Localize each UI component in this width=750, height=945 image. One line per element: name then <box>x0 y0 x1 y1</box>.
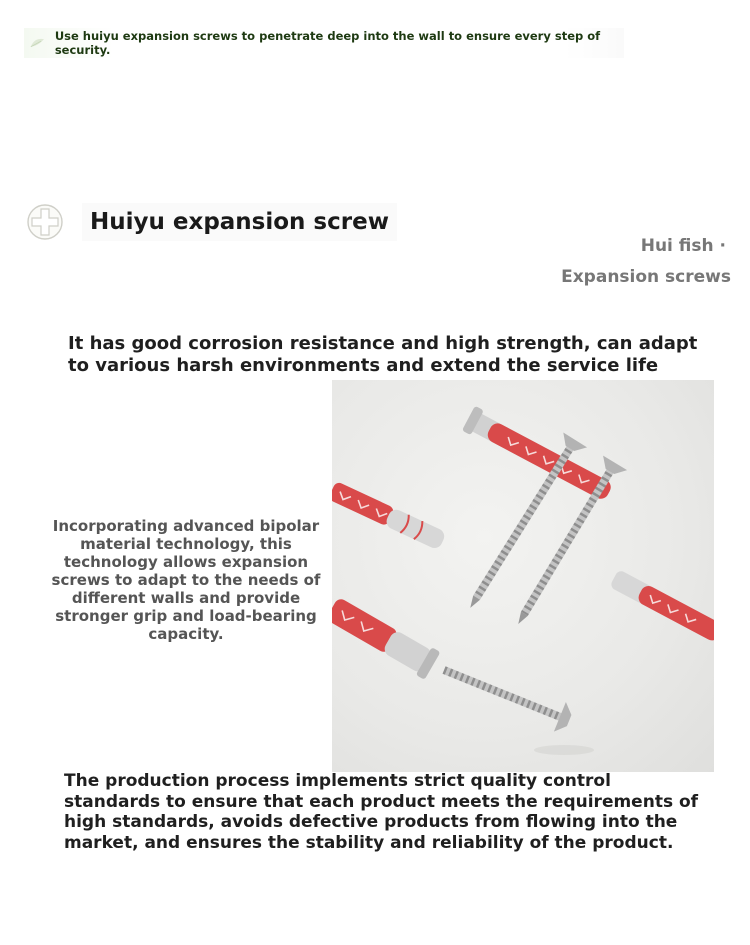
page-title: Huiyu expansion screw <box>82 203 397 241</box>
brand-name: Hui fish · <box>640 236 726 256</box>
title-row <box>26 200 397 244</box>
quality-paragraph: The production process implements strict quality control standards to ensure that each product meets the requirements of high standards, avoids defective products from flowing into the market, and ensures the stability and reliability of the product. <box>64 771 699 853</box>
expansion-anchor <box>332 481 447 551</box>
headline: It has good corrosion resistance and high strength, can adapt to various harsh environments and extend the service life <box>68 333 698 376</box>
expansion-anchor <box>462 406 616 505</box>
top-banner <box>24 28 624 58</box>
brand-subtitle: Expansion screws <box>561 267 731 287</box>
screw <box>506 456 627 632</box>
side-description: Incorporating advanced bipolar material technology, this technology allows expansion screws to adapt to the needs of different walls and provide stronger grip and load-bearing capacity. <box>51 517 321 643</box>
expansion-anchor <box>332 594 440 680</box>
cross-circle-icon <box>26 203 64 241</box>
leaf-icon <box>28 33 47 53</box>
expansion-anchor <box>609 569 714 643</box>
product-photo-svg <box>332 380 714 772</box>
banner-text: Use huiyu expansion screws to penetrate deep into the wall to ensure every step of security. <box>54 29 601 57</box>
product-photo <box>332 380 714 772</box>
screw <box>438 655 575 735</box>
